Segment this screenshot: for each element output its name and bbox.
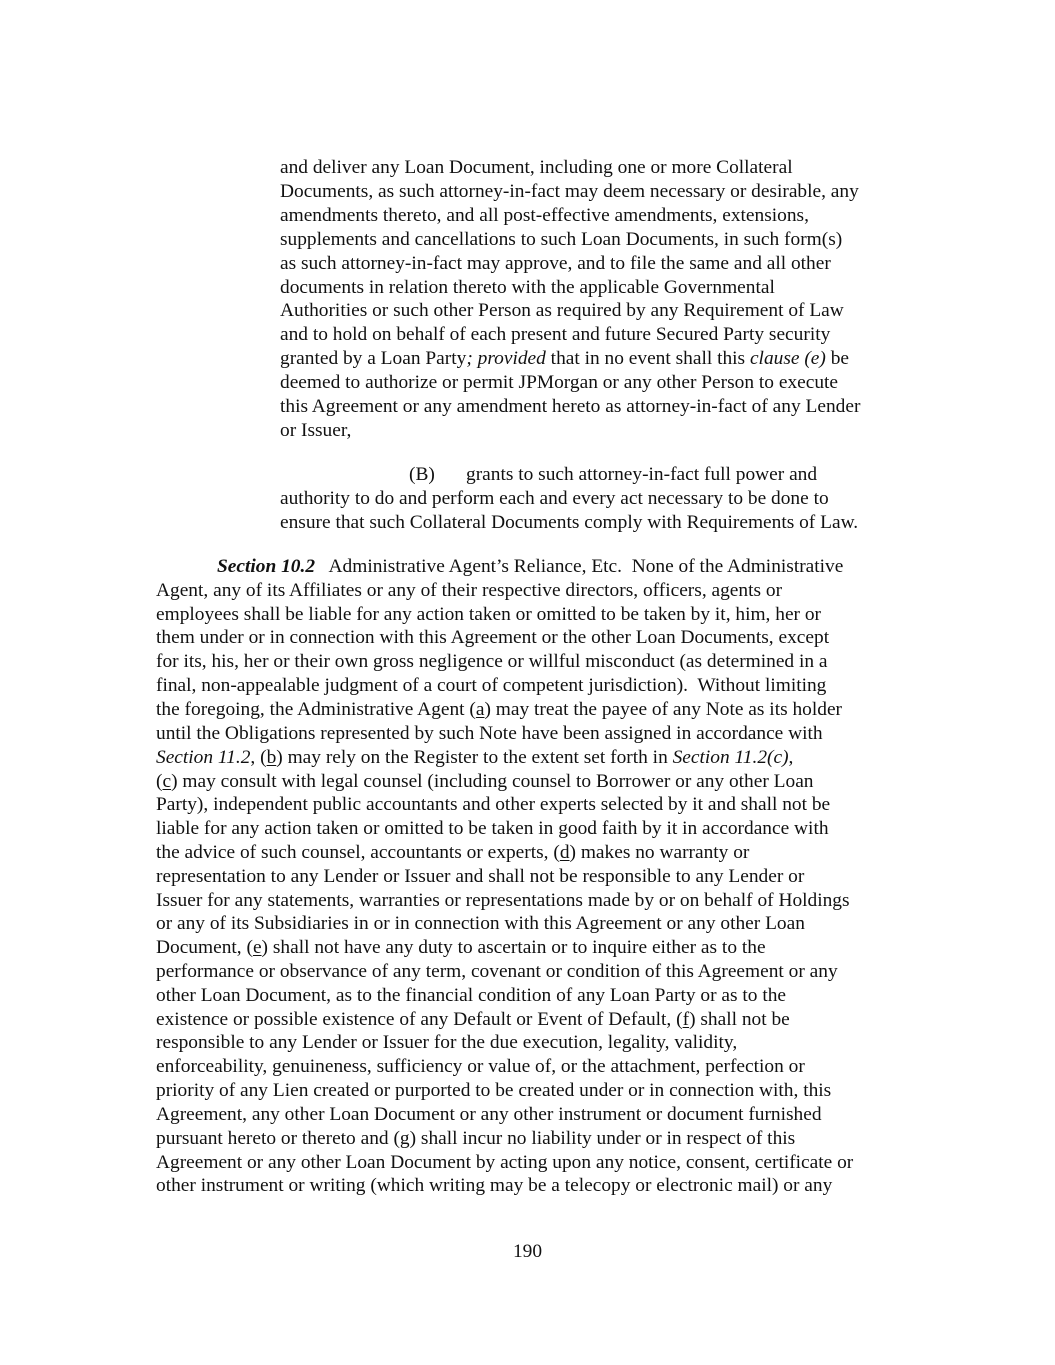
section-number: Section 10.2 bbox=[217, 556, 316, 577]
text-line: Documents, as such attorney-in-fact may deem necessary or desirable, any bbox=[280, 181, 859, 202]
text-line: them under or in connection with this Agreement or the other Loan Documents, except bbox=[156, 627, 830, 648]
text-line: Section 11.2, (b) may rely on the Register to the extent set forth in Section 11.2(c), bbox=[156, 747, 794, 768]
text-line: Document, (e) shall not have any duty to ascertain or to inquire either as to the bbox=[156, 937, 766, 958]
text-line: performance or observance of any term, covenant or condition of this Agreement or any bbox=[156, 961, 838, 982]
provided-emphasis: ; provided bbox=[466, 348, 546, 369]
text-line: final, non-appealable judgment of a court of competent jurisdiction). Without limiting bbox=[156, 675, 827, 696]
text-line: or any of its Subsidiaries in or in connection with this Agreement or any other Loan bbox=[156, 913, 805, 934]
clause-b-label: (B) bbox=[409, 464, 435, 485]
text-line: amendments thereto, and all post-effective amendments, extensions, bbox=[280, 205, 809, 226]
text-line: granted by a Loan Party; provided that in no event shall this clause (e) be bbox=[280, 348, 850, 369]
text-line: priority of any Lien created or purported to be created under or in connection with, this bbox=[156, 1080, 832, 1101]
text-line: until the Obligations represented by such Note have been assigned in accordance with bbox=[156, 723, 823, 744]
text-line: pursuant hereto or thereto and (g) shall incur no liability under or in respect of this bbox=[156, 1128, 796, 1149]
clause-reference: clause (e) bbox=[749, 348, 826, 369]
text-line: Agreement, any other Loan Document or any other instrument or document furnished bbox=[156, 1104, 822, 1125]
text-line: grants to such attorney-in-fact full power and bbox=[466, 464, 818, 485]
text-line: or Issuer, bbox=[280, 420, 352, 441]
text-line: enforceability, genuineness, sufficiency or value of, or the attachment, perfection or bbox=[156, 1056, 805, 1077]
text-line: Party), independent public accountants and other experts selected by it and shall not be bbox=[156, 794, 831, 815]
text-line: Agent, any of its Affiliates or any of their respective directors, officers, agents or bbox=[156, 580, 783, 601]
text-line: documents in relation thereto with the applicable Governmental bbox=[280, 277, 775, 298]
section-reference: Section 11.2(c) bbox=[672, 747, 789, 768]
section-reference: Section 11.2 bbox=[156, 747, 251, 768]
text-line: (c) may consult with legal counsel (including counsel to Borrower or any other Loan bbox=[156, 771, 814, 792]
text-line: deemed to authorize or permit JPMorgan or any other Person to execute bbox=[280, 372, 839, 393]
text-line: other instrument or writing (which writing may be a telecopy or electronic mail) or any bbox=[156, 1175, 833, 1196]
text-line: supplements and cancellations to such Loan Documents, in such form(s) bbox=[280, 229, 843, 250]
text-line: ensure that such Collateral Documents comply with Requirements of Law. bbox=[280, 512, 859, 533]
section-heading: Section 10.2 Administrative Agent’s Reliance, Etc. None of the Administrative bbox=[217, 556, 844, 577]
text-line: the advice of such counsel, accountants or experts, (d) makes no warranty or bbox=[156, 842, 750, 863]
text-line: authority to do and perform each and every act necessary to be done to bbox=[280, 488, 829, 509]
text-line: as such attorney-in-fact may approve, and to file the same and all other bbox=[280, 253, 831, 274]
text-line: employees shall be liable for any action taken or omitted to be taken by it, him, her or bbox=[156, 604, 822, 625]
text-line: and deliver any Loan Document, including one or more Collateral bbox=[280, 157, 793, 178]
text-line: Authorities or such other Person as required by any Requirement of Law bbox=[280, 300, 844, 321]
page-number: 190 bbox=[512, 1241, 543, 1262]
text-line: existence or possible existence of any Default or Event of Default, (f) shall not be bbox=[156, 1009, 790, 1030]
text-line: Issuer for any statements, warranties or representations made by or on behalf of Holdings bbox=[156, 890, 850, 911]
text-line: for its, his, her or their own gross negligence or willful misconduct (as determined in a bbox=[156, 651, 828, 672]
text-line: Agreement or any other Loan Document by acting upon any notice, consent, certificate or bbox=[156, 1152, 854, 1173]
text-line: liable for any action taken or omitted to be taken in good faith by it in accordance with bbox=[156, 818, 829, 839]
text-line: responsible to any Lender or Issuer for the due execution, legality, validity, bbox=[156, 1032, 738, 1053]
text-line: other Loan Document, as to the financial condition of any Loan Party or as to the bbox=[156, 985, 787, 1006]
text-line: representation to any Lender or Issuer and shall not be responsible to any Lender or bbox=[156, 866, 805, 887]
text-line: the foregoing, the Administrative Agent (a) may treat the payee of any Note as its holder bbox=[156, 699, 843, 720]
text-line: and to hold on behalf of each present and future Secured Party security bbox=[280, 324, 831, 345]
text-line: this Agreement or any amendment hereto as attorney-in-fact of any Lender bbox=[280, 396, 861, 417]
